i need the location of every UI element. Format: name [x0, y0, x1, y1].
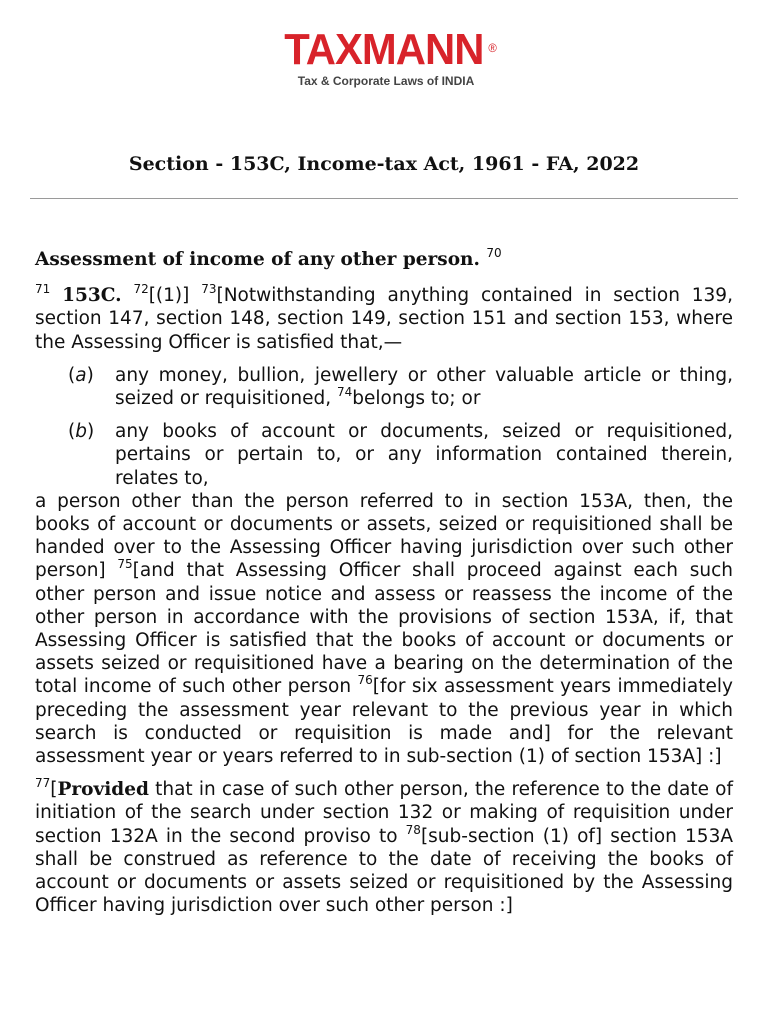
body-paragraph: a person other than the person referred to in section 153A, then, the books of account or documents or assets, seized or requisitioned shall be handed over to the Assessing Officer having jurisdiction over such other person] $^{75}$[and that Assessing Officer shall proceed against each such other person and issue notice and assess or reassess the income of the other person in accordance with the provisions of section 153A, if, that Assessing Officer is satisfied that the books of account or documents or assets seized or requisitioned have a bearing on the determination of the total income of such other person $^{76}$[for six assessment years immediately preceding the assessment year relevant to the previous year in which search is conducted or requisition is made and] for the relevant assessment year or years referred to in sub-section (1) of section 153A] :] [35, 490, 733, 768]
intro-paragraph [35, 284, 733, 354]
intro-text: [Notwithstanding anything contained in section 139, section 147, section 148, section 149, section 151 and section 153, where the Assessing Officer is satisfied that,— [35, 285, 733, 353]
proviso-paragraph: $^{77}$[Provided that in case of such other person, the reference to the date of initiation of the search under section 132 or making of requisition under section 132A in the second proviso to $^{78}$[sub-section (1) of] section 153A shall be construed as reference to the date of receiving the books of account or documents or assets seized or requisitioned by the Assessing Officer having jurisdiction over such other person :] [35, 776, 733, 917]
clause-b-label: (b) [68, 421, 95, 443]
logo-tagline: Tax & Corporate Laws of INDIA [297, 74, 475, 88]
section-number: 153C. [62, 285, 122, 307]
clause-a-label: (a) [68, 364, 94, 386]
clause-b-text: any books of account or documents, seized or requisitioned, pertains or pertain to, or any information contained therein, relates to, [115, 421, 733, 489]
footnote-ref: 71 [35, 282, 51, 297]
page-title: Section - 153C, Income-tax Act, 1961 - FA, 2022 [128, 153, 640, 175]
footnote-ref: 77 [35, 776, 51, 791]
taxmann-logo [0, 25, 768, 88]
logo-wordmark: TAXMANN ® [284, 25, 497, 74]
footnote-ref: 78 [405, 822, 421, 837]
document-body [35, 245, 733, 917]
footnote-ref: 70 [486, 245, 502, 260]
footnote-ref: 76 [357, 673, 373, 688]
section-heading [35, 245, 733, 271]
footnote-ref: 75 [117, 557, 133, 572]
clause-b [35, 420, 733, 490]
title-divider [30, 198, 738, 199]
clause-a-text: any money, bullion, jewellery or other valuable article or thing, seized or requisitioned, $^{74}$belongs to; or [115, 364, 733, 410]
proviso-keyword: Provided [57, 779, 149, 801]
heading-text: Assessment of income of any other person. [35, 249, 480, 270]
footnote-ref: 73 [201, 282, 217, 297]
subsection-label: [(1)] [148, 285, 190, 307]
footnote-ref: 74 [336, 384, 353, 399]
footnote-ref: 72 [133, 282, 149, 297]
registered-mark: ® [488, 41, 497, 55]
clause-a [35, 364, 733, 410]
